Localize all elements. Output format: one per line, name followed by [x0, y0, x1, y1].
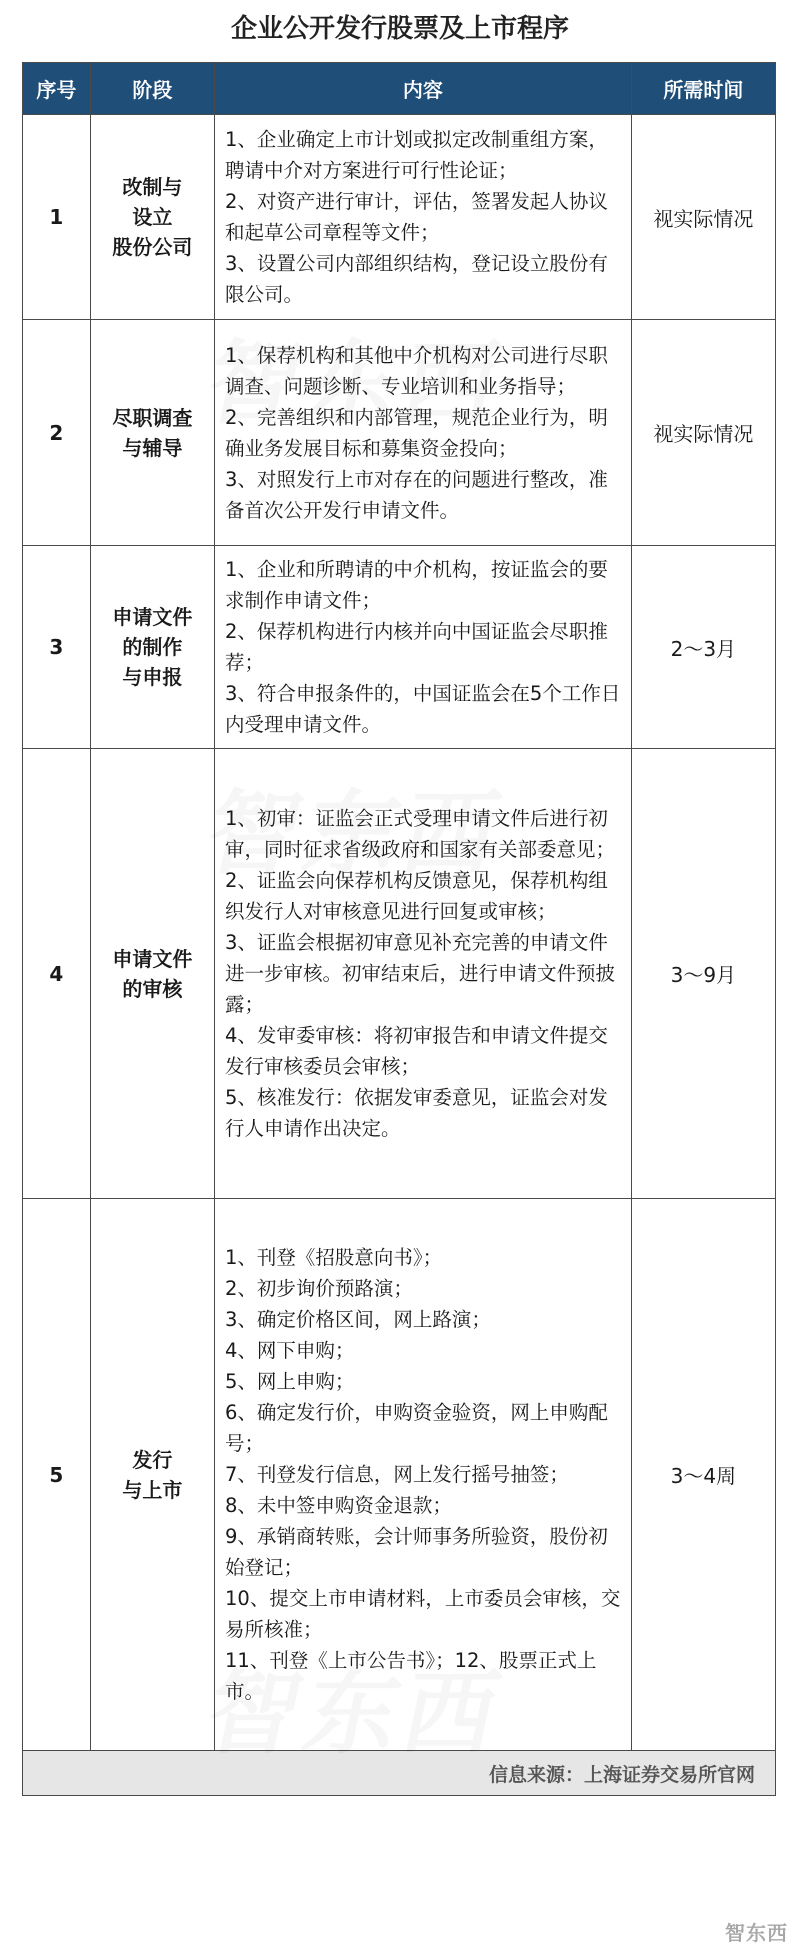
content-item: 1、刊登《招股意向书》；	[225, 1246, 443, 1269]
content-item: 1、初审：证监会正式受理申请文件后进行初审，同时征求省级政府和国家有关部委意见；	[225, 807, 616, 861]
stage-cell	[90, 749, 214, 1199]
content-item: 1、保荐机构和其他中介机构对公司进行尽职调查、问题诊断、专业培训和业务指导；	[225, 343, 608, 398]
content-item: 2、初步询价预路演；	[225, 1277, 413, 1300]
stage-line: 发行	[132, 1447, 173, 1472]
content-item: 5、核准发行：依据发审委意见，证监会对发行人申请作出决定。	[225, 1086, 608, 1140]
content-item: 3、设置公司内部组织结构，登记设立股份有限公司。	[225, 252, 608, 306]
content-cell	[215, 749, 632, 1199]
table-row	[23, 749, 776, 1199]
content-item: 6、确定发行价，申购资金验资，网上申购配号；	[225, 1401, 608, 1455]
stage-line: 申请文件	[112, 946, 193, 971]
content-cell	[215, 115, 632, 320]
content-item: 10、提交上市申请材料，上市委员会审核，交易所核准；	[225, 1587, 621, 1641]
content-item: 2、完善组织和内部管理，规范企业行为，明确业务发展目标和募集资金投向；	[225, 405, 608, 460]
stage-line: 与申报	[122, 665, 183, 689]
content-item: 3、符合申报条件的，中国证监会在5个工作日内受理申请文件。	[225, 682, 621, 736]
header-content: 内容	[215, 63, 632, 115]
row-number: 2	[23, 320, 91, 546]
content-item: 3、对照发行上市对存在的问题进行整改，准备首次公开发行申请文件。	[225, 467, 608, 522]
page-title: 企业公开发行股票及上市程序	[230, 13, 569, 44]
stage-line: 尽职调查	[112, 405, 193, 430]
table-row	[23, 546, 776, 749]
stage-cell	[90, 1199, 214, 1751]
content-item: 2、保荐机构进行内核并向中国证监会尽职推荐；	[225, 620, 608, 674]
content-item: 3、证监会根据初审意见补充完善的申请文件进一步审核。初审结束后，进行申请文件预披露；	[225, 931, 616, 1016]
content-item: 3、确定价格区间，网上路演；	[225, 1308, 491, 1331]
row-number: 3	[23, 546, 91, 749]
table-row	[23, 320, 776, 546]
required-time: 2～3月	[631, 546, 775, 749]
content-item: 11、刊登《上市公告书》；12、股票正式上市。	[225, 1649, 597, 1703]
table-header-row	[23, 63, 776, 115]
stage-line: 的制作	[122, 635, 183, 659]
content-item: 4、网下申购；	[225, 1339, 355, 1362]
header-time: 所需时间	[631, 63, 775, 115]
corner-logo: 智东西	[725, 1921, 788, 1945]
required-time: 3～9月	[631, 749, 775, 1199]
required-time: 视实际情况	[631, 320, 775, 546]
content-cell	[215, 546, 632, 749]
stage-line: 股份公司	[112, 235, 193, 259]
content-cell	[215, 320, 632, 546]
content-item: 5、网上申购；	[225, 1370, 355, 1393]
content-item: 9、承销商转账，会计师事务所验资，股份初始登记；	[225, 1525, 608, 1579]
stage-line: 申请文件	[112, 605, 193, 629]
table-row	[23, 115, 776, 320]
stage-line: 设立	[132, 205, 173, 229]
stage-line: 改制与	[122, 175, 183, 199]
content-item: 1、企业确定上市计划或拟定改制重组方案，聘请中介对方案进行可行性论证；	[225, 128, 608, 182]
content-item: 7、刊登发行信息，网上发行摇号抽签；	[225, 1463, 569, 1486]
stage-line: 与辅导	[122, 435, 183, 460]
content-item: 8、未中签申购资金退款；	[225, 1494, 452, 1517]
source-note: 信息来源：上海证券交易所官网	[23, 1751, 776, 1796]
content-item: 2、对资产进行审计，评估，签署发起人协议和起草公司章程等文件；	[225, 190, 608, 244]
table-row	[23, 1199, 776, 1751]
source-row	[23, 1751, 776, 1796]
content-item: 1、企业和所聘请的中介机构，按证监会的要求制作申请文件；	[225, 558, 608, 612]
stage-cell	[90, 115, 214, 320]
content-cell	[215, 1199, 632, 1751]
stage-cell	[90, 320, 214, 546]
listing-procedure-table	[22, 62, 776, 1796]
required-time: 视实际情况	[631, 115, 775, 320]
row-number: 4	[23, 749, 91, 1199]
stage-line: 与上市	[122, 1477, 183, 1502]
content-item: 2、证监会向保荐机构反馈意见，保荐机构组织发行人对审核意见进行回复或审核；	[225, 869, 608, 923]
stage-cell	[90, 546, 214, 749]
stage-line: 的审核	[122, 976, 183, 1001]
row-number: 1	[23, 115, 91, 320]
header-stage: 阶段	[90, 63, 214, 115]
header-no: 序号	[23, 63, 91, 115]
row-number: 5	[23, 1199, 91, 1751]
content-item: 4、发审委审核：将初审报告和申请文件提交发行审核委员会审核；	[225, 1024, 608, 1078]
required-time: 3～4周	[631, 1199, 775, 1751]
